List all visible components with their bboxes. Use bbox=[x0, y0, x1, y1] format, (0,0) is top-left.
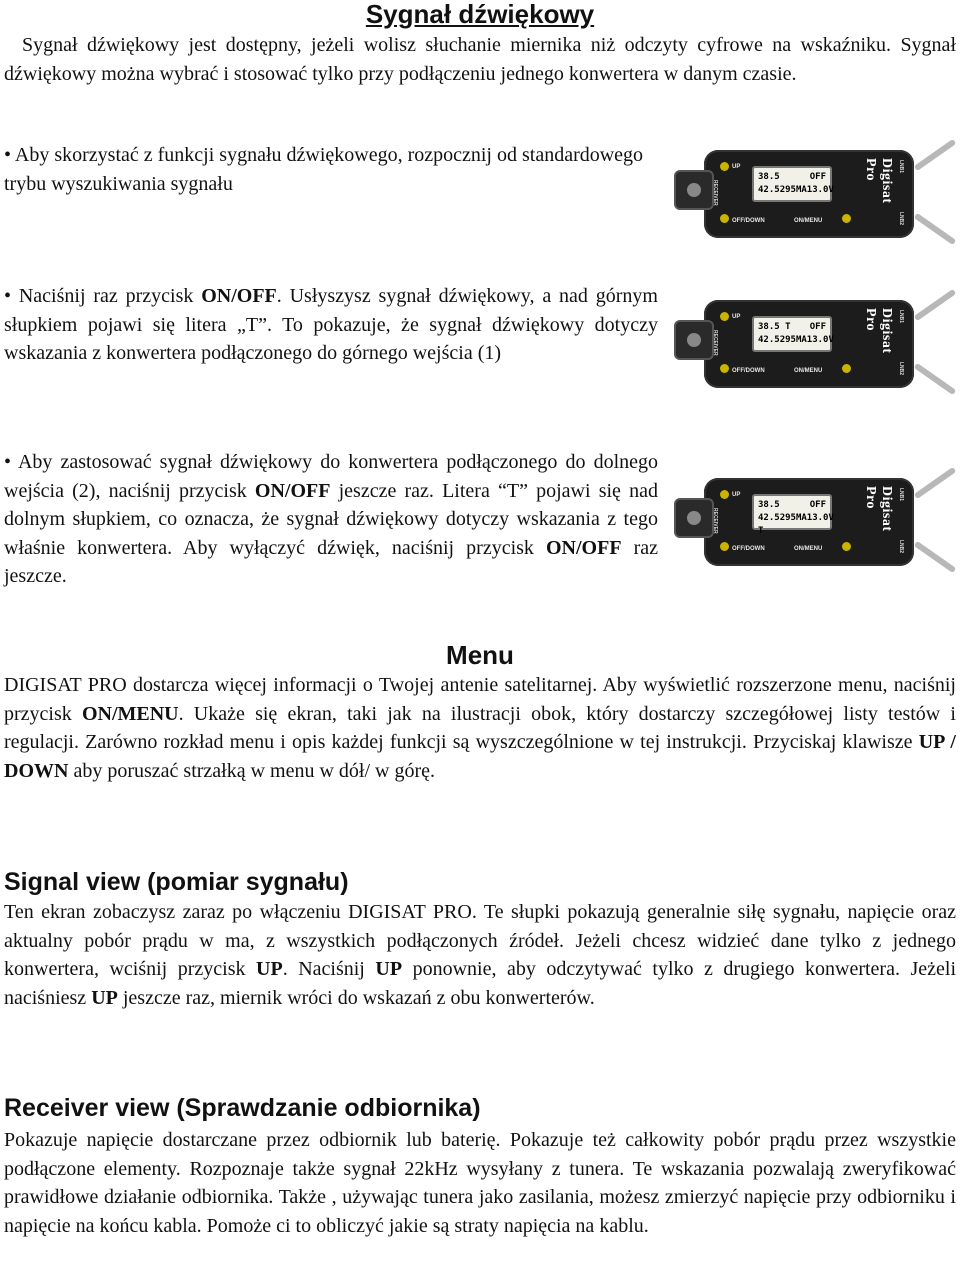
menu-separator: / bbox=[944, 731, 956, 753]
off-down-label: OFF/DOWN bbox=[732, 368, 765, 374]
receiver-label: RECEIVER bbox=[712, 508, 718, 534]
menu-heading: Menu bbox=[446, 640, 514, 670]
step2-text-a: • Naciśnij raz przycisk bbox=[4, 285, 202, 307]
signal-view-paragraph bbox=[4, 898, 956, 1012]
brand-logo: Digisat Pro bbox=[863, 308, 894, 354]
device-screen bbox=[752, 316, 832, 352]
device-screen bbox=[752, 494, 834, 536]
up-button bbox=[720, 312, 729, 321]
signal-view-heading: Signal view (pomiar sygnału) bbox=[4, 868, 349, 896]
receiver-label: RECEIVER bbox=[712, 180, 718, 206]
on-menu-label: ON/MENU bbox=[794, 546, 823, 552]
screen-row1-left: 38.5 bbox=[758, 172, 780, 182]
step2-paragraph bbox=[4, 282, 658, 368]
on-menu-label: ON/MENU bbox=[794, 218, 823, 224]
screen-row2-mid: 295MA bbox=[779, 335, 807, 345]
lnb1-label: LNB1 bbox=[898, 160, 904, 174]
screen-row2-left: 42.5 T bbox=[758, 513, 780, 536]
signal-text-c: ponownie, aby odczytywać tylko z drugiego konwertera. Jeżeli naciśniesz bbox=[4, 958, 957, 1009]
off-down-label: OFF/DOWN bbox=[732, 218, 765, 224]
screen-row2-left: 42.5 bbox=[758, 185, 780, 195]
step3-text-a: • Aby zastosować sygnał dźwiękowy do konwertera podłączonego do dolnego wejścia (2), naciśnij przycisk bbox=[4, 451, 658, 502]
cable-top bbox=[914, 467, 957, 499]
receiver-connector bbox=[674, 498, 714, 538]
device-image-3 bbox=[674, 470, 959, 575]
cable-top bbox=[914, 139, 957, 171]
menu-text-a: DIGISAT PRO dostarcza więcej informacji o Twojej antenie satelitarnej. Aby wyświetlić rozszerzone menu, naciśnij przycisk bbox=[4, 674, 956, 725]
signal-up-ref-2: UP bbox=[375, 958, 403, 980]
brand-logo: Digisat Pro bbox=[863, 158, 894, 204]
signal-up-ref-3: UP bbox=[91, 986, 118, 1009]
step3-button-ref-2: ON/OFF bbox=[545, 536, 622, 559]
receiver-connector bbox=[674, 170, 714, 210]
on-menu-button bbox=[842, 214, 851, 223]
lnb1-label: LNB1 bbox=[898, 310, 904, 324]
lnb2-label: LNB2 bbox=[898, 362, 904, 376]
cable-bottom bbox=[914, 541, 957, 573]
off-down-button bbox=[720, 214, 729, 223]
screen-row2-mid: 295MA bbox=[779, 513, 807, 523]
up-label: UP bbox=[732, 164, 741, 170]
signal-text-b: . Naciśnij bbox=[282, 958, 376, 980]
device-screen bbox=[752, 166, 832, 202]
screen-row2-right: 13.0V bbox=[806, 335, 834, 345]
lnb1-label: LNB1 bbox=[898, 488, 904, 502]
signal-text-a: Ten ekran zobaczysz zaraz po włączeniu DIGISAT PRO. Te słupki pokazują generalnie siłę sygnału, napięcie oraz aktualny pobór prądu w ma, z wszystkich podłączonych źródeł. Jeżeli chcesz widzieć dane tylko z jednego konwertera, wciśnij przycisk bbox=[4, 901, 956, 980]
menu-text-c: aby poruszać strzałką w menu w dół/ w górę. bbox=[68, 759, 436, 782]
step3-paragraph bbox=[4, 448, 658, 591]
receiver-view-heading: Receiver view (Sprawdzanie odbiornika) bbox=[4, 1094, 481, 1122]
menu-button-ref: ON/MENU bbox=[81, 702, 179, 725]
cable-bottom bbox=[914, 363, 957, 395]
screen-row1-left: 38.5 bbox=[758, 500, 780, 510]
screen-row2-right: 13.0V bbox=[806, 185, 834, 195]
on-menu-button bbox=[842, 364, 851, 373]
step3-text-c: raz jeszcze. bbox=[4, 536, 658, 587]
menu-up-ref: UP bbox=[918, 731, 945, 753]
up-button bbox=[720, 490, 729, 499]
signal-up-ref-1: UP bbox=[256, 958, 283, 980]
signal-text-d: jeszcze raz, miernik wróci do wskazań z obu konwerterów. bbox=[117, 986, 595, 1009]
screen-row1-right: OFF bbox=[809, 500, 826, 510]
screen-row1-right: OFF bbox=[809, 172, 826, 182]
menu-down-ref: DOWN bbox=[4, 759, 69, 782]
up-label: UP bbox=[732, 492, 741, 498]
step3-button-ref-1: ON/OFF bbox=[254, 479, 331, 502]
lnb2-label: LNB2 bbox=[898, 540, 904, 554]
menu-text-b: . Ukaże się ekran, taki jak na ilustracji obok, który dostarczy szczegółowej listy testów i regulacji. Zarówno rozkład menu i opis każdej funkcji są wyszczególnione w tej instrukcji. Przyciskaj klawisze bbox=[4, 702, 956, 753]
device-image-1 bbox=[674, 142, 959, 247]
screen-row2-left: 42.5 bbox=[758, 335, 780, 345]
brand-logo: Digisat Pro bbox=[863, 486, 894, 532]
menu-paragraph bbox=[4, 671, 956, 785]
intro-paragraph: Sygnał dźwiękowy jest dostępny, jeżeli wolisz słuchanie miernika niż odczyty cyfrowe na wskaźniku. Sygnał dźwiękowy można wybrać i stosować tylko przy podłączeniu jednego konwertera w danym czasie. bbox=[4, 34, 956, 85]
device-image-2 bbox=[674, 292, 959, 397]
sygnal-title: Sygnał dźwiękowy bbox=[365, 0, 595, 29]
off-down-label: OFF/DOWN bbox=[732, 546, 765, 552]
off-down-button bbox=[720, 542, 729, 551]
receiver-connector bbox=[674, 320, 714, 360]
screen-row1-left: 38.5 T bbox=[758, 322, 791, 332]
receiver-label: RECEIVER bbox=[712, 330, 718, 356]
step1-paragraph: • Aby skorzystać z funkcji sygnału dźwiękowego, rozpocznij od standardowego trybu wyszukiwania sygnału bbox=[4, 144, 644, 195]
cable-bottom bbox=[914, 213, 957, 245]
up-label: UP bbox=[732, 314, 741, 320]
screen-row1-right: OFF bbox=[809, 322, 826, 332]
off-down-button bbox=[720, 364, 729, 373]
receiver-view-paragraph: Pokazuje napięcie dostarczane przez odbiornik lub baterię. Pokazuje też całkowity pobór prądu przez wszystkie podłączone elementy. Rozpoznaje także sygnał 22kHz wysyłany z tunera. Te wskazania pozwalają zweryfikować prawidłowe działanie odbiornika. Także , używając tunera jako zasilania, możesz zmierzyć napięcie przy odbiorniku i napięcie na końcu kabla. Pomoże ci to obliczyć jakie są straty napięcia na kablu. bbox=[4, 1129, 956, 1237]
screen-row2-right: 13.0V bbox=[806, 513, 834, 523]
screen-row2-mid: 295MA bbox=[779, 185, 807, 195]
on-menu-button bbox=[842, 542, 851, 551]
up-button bbox=[720, 162, 729, 171]
cable-top bbox=[914, 289, 957, 321]
step2-text-b: . Usłyszysz sygnał dźwiękowy, a nad górnym słupkiem pojawi się litera „T”. To pokazuje, że sygnał dźwiękowy dotyczy wskazania z konwertera podłączonego do górnego wejścia (1) bbox=[4, 285, 658, 364]
step3-text-b: jeszcze raz. Litera “T” pojawi się nad dolnym słupkiem, co oznacza, że sygnał dźwiękowy dotyczy wskazania z tego właśnie konwertera. Aby wyłączyć dźwięk, naciśnij przycisk bbox=[4, 479, 658, 559]
on-menu-label: ON/MENU bbox=[794, 368, 823, 374]
lnb2-label: LNB2 bbox=[898, 212, 904, 226]
step2-button-ref: ON/OFF bbox=[201, 285, 277, 307]
